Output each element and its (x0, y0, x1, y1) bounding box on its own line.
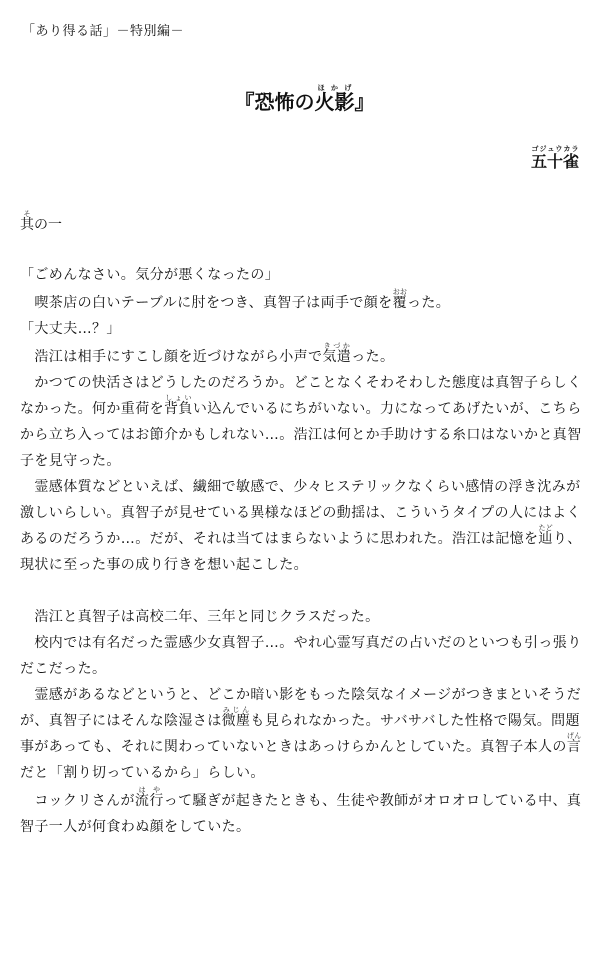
paragraph-spacer (20, 578, 592, 604)
paragraph-text: 霊感体質などといえば、繊細で敏感で、少々ヒステリックなくらい感情の浮き沈みが激しいらしい。真智子が見せている異様なほどの動揺は、こういうタイプの人にはよくあるのだろうか…。だが、それは当てはまらないように思われた。浩江は記憶を (20, 479, 581, 547)
paragraph-text: い込んでいるにちがいない。力になってあげたいが、こちらから立ち入ってはお節介かもしれない…。浩江は何とか手助けする糸口はないかと真智子を見守った。 (20, 401, 582, 469)
furigana-word (538, 524, 553, 547)
furigana-base: 言 (566, 739, 582, 755)
paragraph-text: コックリさんが (20, 793, 135, 809)
furigana-word (566, 732, 582, 755)
furigana-reading: げん (566, 732, 582, 740)
paragraph-text: った。 (351, 349, 395, 365)
furigana-word (134, 786, 164, 809)
title-open: 『恐怖の (234, 90, 315, 114)
body-paragraph (20, 604, 592, 630)
paragraph-text: も見られなかった。サバサバした性格で陽気。問題事があっても、それに関わっていないときはあっけらかんとしていた。真智子本人の (20, 713, 580, 755)
body-paragraph (20, 342, 592, 370)
furigana-reading: しょい (164, 394, 193, 402)
paragraph-text: 喫茶店の白いテーブルに肘をつき、真智子は両手で顔を (20, 295, 393, 311)
furigana-base: 気遣 (322, 349, 352, 365)
series-header: 「あり得る話」－特別編－ (22, 24, 185, 39)
author-name-reading: ゴジュウカラ (530, 145, 579, 153)
title-ruby-reading: ほかげ (314, 84, 355, 92)
body-paragraph (20, 630, 592, 682)
furigana-base: 背負 (164, 401, 193, 417)
body-paragraph (20, 682, 592, 786)
paragraph-text: 浩江は相手にすこし顔を近づけながら小声で (20, 349, 323, 365)
paragraph-text: だと「割り切っているから」らしい。 (20, 765, 265, 781)
paragraph-text: り、現状に至った事の成り行きを想い起こした。 (20, 531, 582, 573)
furigana-word (392, 288, 407, 311)
story-body (20, 262, 592, 840)
furigana-base: 辿 (538, 531, 553, 547)
body-paragraph (20, 786, 592, 840)
furigana-base: 微塵 (221, 713, 251, 729)
furigana-word (322, 342, 352, 365)
body-paragraph (20, 474, 592, 578)
chapter-rest: の一 (34, 217, 62, 233)
story-title (0, 84, 609, 115)
furigana-word (164, 394, 193, 417)
title-ruby-base: 火影 (314, 90, 355, 114)
furigana-reading: おお (392, 288, 407, 296)
body-paragraph (20, 288, 592, 316)
furigana-reading: みじん (221, 706, 251, 714)
paragraph-text: 校内では有名だった霊感少女真智子…。やれ心霊写真だの占いだのといつも引っ張りだこだった。 (20, 635, 582, 677)
author-name (531, 145, 579, 172)
furigana-reading: はや (134, 786, 164, 794)
furigana-base: 覆 (392, 295, 407, 311)
paragraph-text: 「大丈夫…？」 (20, 321, 121, 337)
paragraph-text: 浩江と真智子は高校二年、三年と同じクラスだった。 (20, 609, 380, 625)
furigana-word (221, 706, 251, 729)
chapter-ruby-base: 其 (20, 217, 34, 233)
title-ruby (314, 84, 355, 114)
paragraph-text: 「ごめんなさい。気分が悪くなったの」 (20, 267, 280, 283)
chapter-heading (20, 210, 62, 234)
paragraph-text: かつての快活さはどうしたのだろうか。どことなくそわそわした態度は真智子らしくなかった。何か重荷を (20, 375, 582, 417)
paragraph-text: って騒ぎが起きたときも、生徒や教師がオロオロしている中、真智子一人が何食わぬ顔をしていた。 (20, 793, 582, 835)
furigana-base: 流行 (134, 793, 164, 809)
author-name-base: 五十雀 (530, 152, 579, 171)
body-paragraph (20, 262, 592, 288)
furigana-reading: たど (538, 524, 553, 532)
title-close: 』 (354, 90, 375, 114)
paragraph-text: った。 (407, 295, 451, 311)
chapter-ruby-reading: そ (20, 210, 34, 218)
body-paragraph (20, 370, 592, 474)
body-paragraph (20, 316, 592, 342)
paragraph-text: 霊感があるなどというと、どこか暗い影をもった陰気なイメージがつきまといそうだが、真智子にはそんな陰湿さは (20, 687, 582, 729)
furigana-reading: きづか (322, 342, 352, 350)
